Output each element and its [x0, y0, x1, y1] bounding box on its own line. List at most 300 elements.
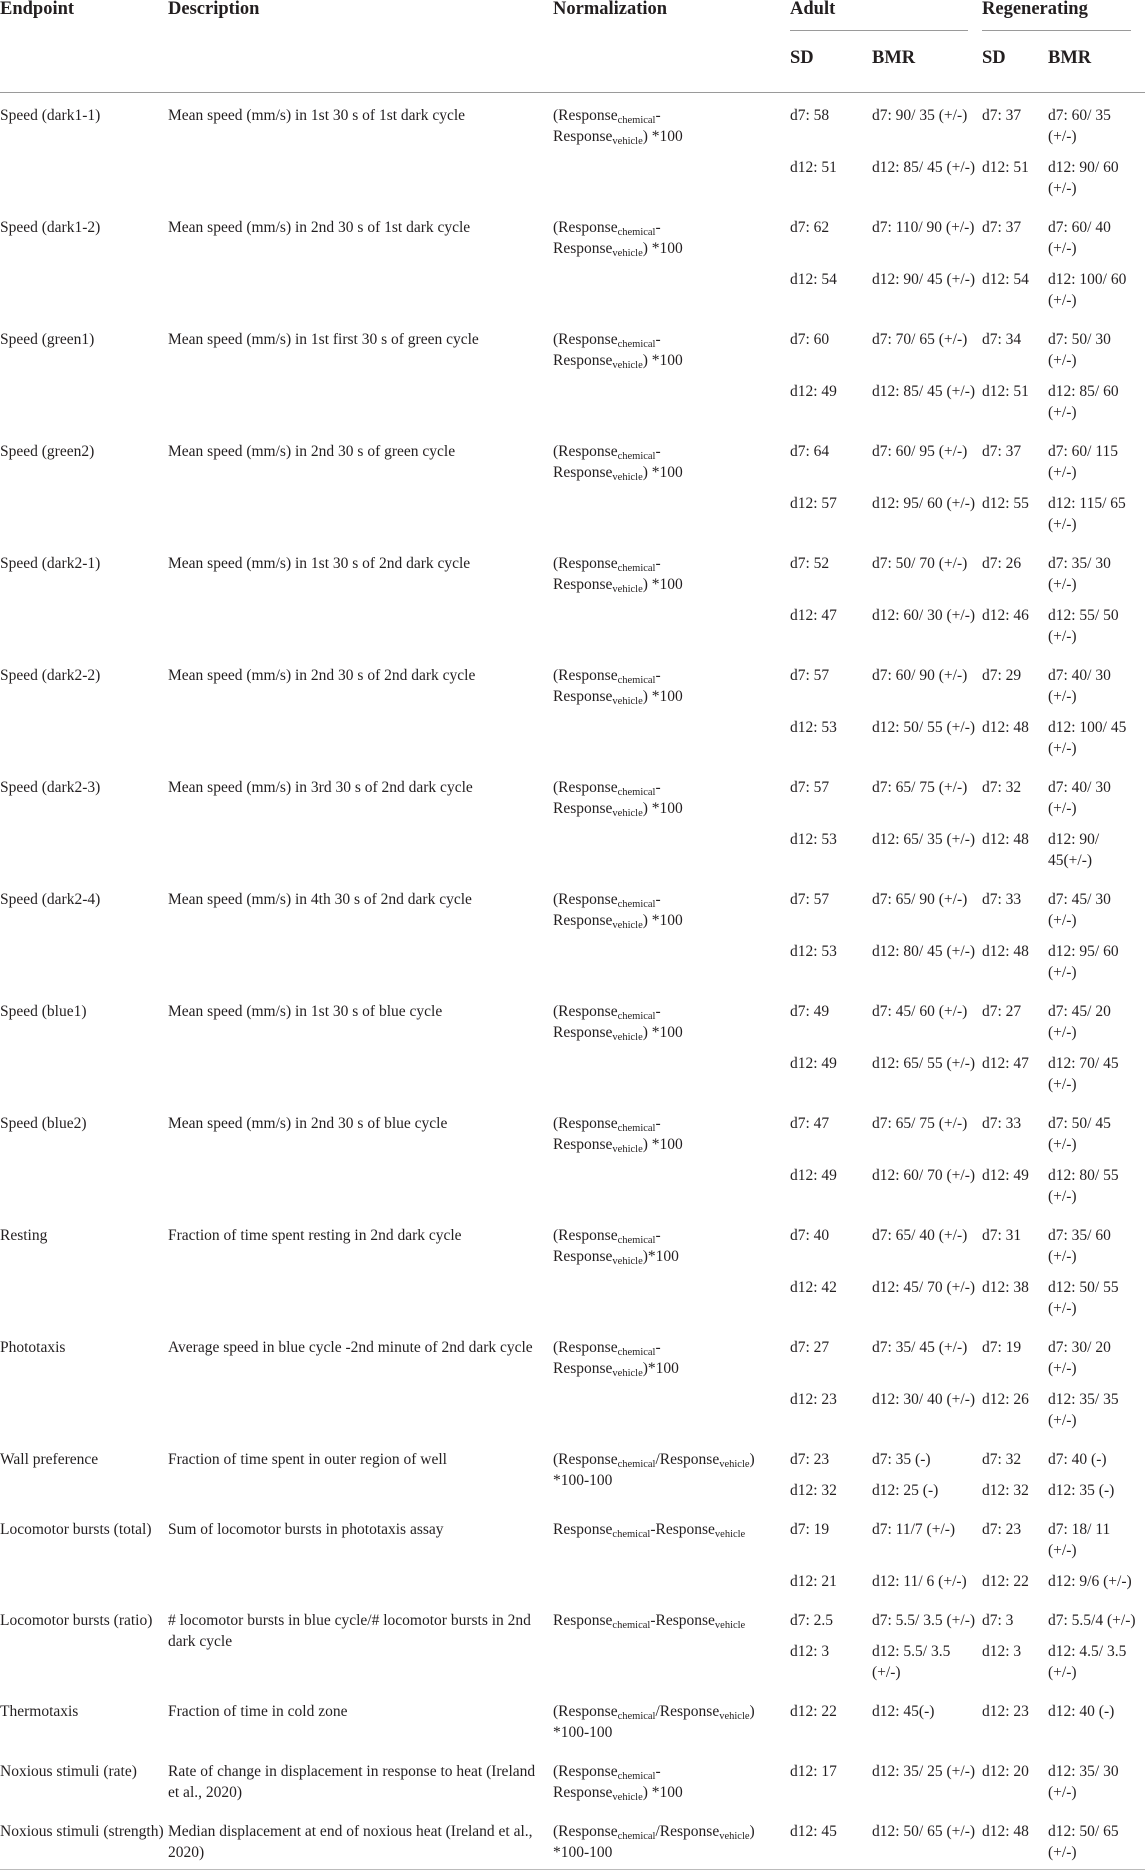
- normalization-cell: [553, 653, 790, 765]
- norm-text: ): [749, 1823, 755, 1840]
- r-bmr-cell: d12: 100/ 45 (+/-): [1048, 719, 1127, 757]
- normalization-cell: [553, 541, 790, 653]
- r-sd-cell: d7: 31: [982, 1227, 1022, 1244]
- norm-text: /Response: [655, 1823, 720, 1840]
- a-sd-cell: d12: 53: [790, 831, 837, 848]
- description-cell: Mean speed (mm/s) in 4th 30 s of 2nd dark cycle: [168, 891, 472, 908]
- r-bmr-cell: d7: 5.5/4 (+/-): [1048, 1612, 1136, 1629]
- description-cell: Sum of locomotor bursts in phototaxis assay: [168, 1521, 444, 1538]
- header-endpoint: Endpoint: [0, 0, 75, 19]
- norm-text: Response: [553, 912, 613, 929]
- a-bmr-cell: d12: 30/ 40 (+/-): [872, 1391, 976, 1408]
- a-bmr-cell: d12: 80/ 45 (+/-): [872, 943, 976, 960]
- norm-text: *100-100: [553, 1472, 613, 1489]
- norm-text: -: [655, 443, 661, 460]
- a-sd-cell: d12: 17: [790, 1763, 837, 1780]
- norm-text: Response: [553, 1521, 613, 1538]
- endpoint-cell: Phototaxis: [0, 1339, 66, 1356]
- a-bmr-cell: d7: 65/ 90 (+/-): [872, 891, 968, 908]
- r-bmr-cell: d12: 35 (-): [1048, 1482, 1115, 1499]
- a-bmr-cell: d7: 11/7 (+/-): [872, 1521, 956, 1538]
- r-sd-cell: d7: 19: [982, 1339, 1022, 1356]
- table-row: [0, 653, 1145, 707]
- norm-text: (Response: [553, 667, 618, 684]
- header-adult-group: [790, 0, 982, 33]
- r-bmr-cell: d7: 35/ 30 (+/-): [1048, 555, 1111, 593]
- r-sd-cell: d12: 54: [982, 271, 1029, 288]
- r-bmr-cell: d7: 35/ 60 (+/-): [1048, 1227, 1111, 1265]
- table-row: [0, 1437, 1145, 1470]
- endpoint-cell: Speed (dark1-1): [0, 107, 101, 124]
- r-sd-cell: d7: 23: [982, 1521, 1022, 1538]
- r-sd-cell: d12: 49: [982, 1167, 1029, 1184]
- norm-subscript: vehicle: [714, 1529, 746, 1540]
- norm-text: -: [655, 1227, 661, 1244]
- a-sd-cell: d7: 23: [790, 1451, 830, 1468]
- r-bmr-cell: d12: 50/ 55 (+/-): [1048, 1279, 1119, 1317]
- r-sd-cell: d7: 37: [982, 443, 1022, 460]
- a-bmr-cell: d7: 35 (-): [872, 1451, 931, 1468]
- norm-text: -: [655, 555, 661, 572]
- r-sd-cell: d7: 26: [982, 555, 1022, 572]
- norm-subscript: vehicle: [612, 472, 643, 483]
- r-sd-cell: d12: 55: [982, 495, 1029, 512]
- r-sd-cell: d12: 3: [982, 1643, 1022, 1660]
- description-cell: Rate of change in displacement in response to heat (Ireland et al., 2020): [168, 1763, 536, 1801]
- norm-subscript: vehicle: [612, 360, 643, 371]
- description-cell: Mean speed (mm/s) in 2nd 30 s of 1st dark cycle: [168, 219, 471, 236]
- norm-text: (Response: [553, 779, 618, 796]
- table-row: [0, 541, 1145, 595]
- norm-subscript: chemical: [617, 227, 656, 238]
- a-bmr-cell: d12: 60/ 30 (+/-): [872, 607, 976, 624]
- norm-text: (Response: [553, 107, 618, 124]
- normalization-cell: [553, 1809, 790, 1870]
- r-bmr-cell: d12: 35/ 30 (+/-): [1048, 1763, 1119, 1801]
- r-bmr-cell: d12: 115/ 65 (+/-): [1048, 495, 1126, 533]
- a-bmr-cell: d12: 25 (-): [872, 1482, 939, 1499]
- norm-subscript: vehicle: [612, 920, 643, 931]
- norm-text: (Response: [553, 219, 618, 236]
- a-sd-cell: d7: 47: [790, 1115, 830, 1132]
- description-cell: Median displacement at end of noxious heat (Ireland et al., 2020): [168, 1809, 553, 1870]
- r-sd-cell: d7: 29: [982, 667, 1022, 684]
- endpoint-cell: Resting: [0, 1227, 48, 1244]
- a-bmr-cell: d7: 35/ 45 (+/-): [872, 1339, 968, 1356]
- r-bmr-cell: d12: 100/ 60 (+/-): [1048, 271, 1127, 309]
- norm-text: -: [655, 891, 661, 908]
- adult-group-rule: [790, 30, 968, 31]
- norm-subscript: vehicle: [719, 1831, 750, 1842]
- norm-subscript: chemical: [617, 563, 656, 574]
- r-sd-cell: d7: 32: [982, 779, 1022, 796]
- norm-text: -: [655, 219, 661, 236]
- norm-text: ) *100: [642, 1024, 683, 1041]
- r-bmr-cell: d7: 50/ 30 (+/-): [1048, 331, 1111, 369]
- norm-subscript: chemical: [617, 1831, 656, 1842]
- r-bmr-cell: d12: 50/ 65 (+/-): [1048, 1809, 1145, 1870]
- header-adult-sd: SD: [790, 48, 814, 68]
- norm-text: (Response: [553, 1823, 618, 1840]
- norm-text: ) *100: [642, 912, 683, 929]
- norm-text: ): [749, 1451, 755, 1468]
- norm-text: -: [655, 107, 661, 124]
- norm-subscript: chemical: [617, 339, 656, 350]
- a-bmr-cell: d12: 95/ 60 (+/-): [872, 495, 976, 512]
- norm-subscript: vehicle: [719, 1711, 750, 1722]
- a-sd-cell: d7: 19: [790, 1521, 830, 1538]
- header-adult: Adult: [790, 0, 836, 19]
- a-bmr-cell: d7: 45/ 60 (+/-): [872, 1003, 968, 1020]
- endpoint-cell: Speed (blue1): [0, 1003, 87, 1020]
- normalization-cell: [553, 765, 790, 877]
- r-sd-cell: d12: 48: [982, 943, 1029, 960]
- table-row: [0, 429, 1145, 483]
- a-sd-cell: d7: 2.5: [790, 1612, 834, 1629]
- endpoint-cell: Thermotaxis: [0, 1703, 79, 1720]
- description-cell: # locomotor bursts in blue cycle/# locomotor bursts in 2nd dark cycle: [168, 1612, 531, 1650]
- table-row: [0, 205, 1145, 259]
- norm-text: -Response: [650, 1521, 715, 1538]
- norm-text: /Response: [655, 1451, 720, 1468]
- r-bmr-cell: d7: 18/ 11 (+/-): [1048, 1521, 1111, 1559]
- a-sd-cell: d12: 47: [790, 607, 837, 624]
- a-bmr-cell: d12: 11/ 6 (+/-): [872, 1573, 967, 1590]
- norm-text: (Response: [553, 555, 618, 572]
- header-regenerating-group: [982, 0, 1145, 33]
- a-bmr-cell: d12: 85/ 45 (+/-): [872, 159, 976, 176]
- endpoint-cell: Noxious stimuli (rate): [0, 1763, 137, 1780]
- endpoint-cell: Speed (dark2-3): [0, 779, 101, 796]
- normalization-cell: [553, 989, 790, 1101]
- normalization-cell: [553, 1101, 790, 1213]
- normalization-cell: [553, 1749, 790, 1809]
- r-sd-cell: d12: 47: [982, 1055, 1029, 1072]
- norm-text: Response: [553, 1248, 613, 1265]
- norm-text: (Response: [553, 1763, 618, 1780]
- header-regenerating: Regenerating: [982, 0, 1088, 19]
- table-row: [0, 989, 1145, 1043]
- norm-text: *100-100: [553, 1844, 613, 1861]
- description-cell: Mean speed (mm/s) in 2nd 30 s of green cycle: [168, 443, 456, 460]
- r-sd-cell: d12: 48: [982, 719, 1029, 736]
- table-row: [0, 765, 1145, 819]
- a-bmr-cell: d12: 45/ 70 (+/-): [872, 1279, 976, 1296]
- norm-text: Response: [553, 1360, 613, 1377]
- a-bmr-cell: d12: 85/ 45 (+/-): [872, 383, 976, 400]
- norm-text: -: [655, 1115, 661, 1132]
- table-body: [0, 93, 1145, 1870]
- a-sd-cell: d12: 22: [790, 1703, 837, 1720]
- r-bmr-cell: d12: 9/6 (+/-): [1048, 1573, 1132, 1590]
- r-bmr-cell: d12: 40 (-): [1048, 1703, 1115, 1720]
- normalization-cell: [553, 1325, 790, 1437]
- a-bmr-cell: d12: 35/ 25 (+/-): [872, 1763, 976, 1780]
- r-sd-cell: d7: 33: [982, 1115, 1022, 1132]
- r-sd-cell: d7: 37: [982, 219, 1022, 236]
- a-sd-cell: d7: 64: [790, 443, 830, 460]
- norm-subscript: chemical: [617, 675, 656, 686]
- endpoint-cell: Speed (dark2-4): [0, 891, 101, 908]
- r-sd-cell: d12: 26: [982, 1391, 1029, 1408]
- r-sd-cell: d7: 37: [982, 107, 1022, 124]
- a-bmr-cell: d7: 65/ 40 (+/-): [872, 1227, 968, 1244]
- norm-subscript: vehicle: [719, 1459, 750, 1470]
- endpoint-cell: Speed (dark2-2): [0, 667, 101, 684]
- normalization-cell: [553, 1507, 790, 1598]
- a-bmr-cell: d7: 5.5/ 3.5 (+/-): [872, 1612, 976, 1629]
- norm-text: ) *100: [642, 576, 683, 593]
- a-bmr-cell: d7: 110/ 90 (+/-): [872, 219, 975, 236]
- a-bmr-cell: d12: 50/ 65 (+/-): [872, 1809, 982, 1870]
- norm-subscript: vehicle: [612, 1032, 643, 1043]
- a-bmr-cell: d12: 90/ 45 (+/-): [872, 271, 976, 288]
- a-sd-cell: d12: 53: [790, 943, 837, 960]
- description-cell: Mean speed (mm/s) in 2nd 30 s of 2nd dark cycle: [168, 667, 476, 684]
- norm-subscript: chemical: [617, 1771, 656, 1782]
- r-bmr-cell: d12: 90/ 60 (+/-): [1048, 159, 1119, 197]
- a-bmr-cell: d7: 90/ 35 (+/-): [872, 107, 968, 124]
- regenerating-group-rule: [982, 30, 1131, 31]
- norm-subscript: vehicle: [612, 136, 643, 147]
- endpoint-cell: Speed (green2): [0, 443, 95, 460]
- norm-text: (Response: [553, 443, 618, 460]
- norm-subscript: vehicle: [612, 1144, 643, 1155]
- a-sd-cell: d12: 21: [790, 1573, 837, 1590]
- header-description: Description: [168, 0, 260, 19]
- r-sd-cell: d12: 32: [982, 1482, 1029, 1499]
- norm-text: -: [655, 667, 661, 684]
- endpoint-cell: Speed (dark1-2): [0, 219, 101, 236]
- a-bmr-cell: d12: 50/ 55 (+/-): [872, 719, 976, 736]
- r-bmr-cell: d12: 95/ 60 (+/-): [1048, 943, 1119, 981]
- norm-text: Response: [553, 128, 613, 145]
- a-sd-cell: d12: 51: [790, 159, 837, 176]
- r-sd-cell: d7: 27: [982, 1003, 1022, 1020]
- table-row: [0, 1598, 1145, 1631]
- norm-text: -: [655, 1763, 661, 1780]
- norm-text: Response: [553, 576, 613, 593]
- norm-subscript: vehicle: [612, 1256, 643, 1267]
- a-sd-cell: d12: 53: [790, 719, 837, 736]
- header-regen-sd: SD: [982, 48, 1006, 68]
- a-sd-cell: d12: 3: [790, 1643, 830, 1660]
- a-sd-cell: d7: 27: [790, 1339, 830, 1356]
- r-sd-cell: d7: 32: [982, 1451, 1022, 1468]
- r-bmr-cell: d7: 40/ 30 (+/-): [1048, 667, 1111, 705]
- r-sd-cell: d12: 51: [982, 383, 1029, 400]
- normalization-cell: [553, 429, 790, 541]
- description-cell: Mean speed (mm/s) in 1st 30 s of 1st dark cycle: [168, 107, 466, 124]
- a-sd-cell: d7: 57: [790, 891, 830, 908]
- description-cell: Mean speed (mm/s) in 1st first 30 s of green cycle: [168, 331, 479, 348]
- norm-subscript: chemical: [617, 1711, 656, 1722]
- norm-subscript: chemical: [617, 1459, 656, 1470]
- table-row: [0, 1749, 1145, 1809]
- table-row: [0, 877, 1145, 931]
- a-sd-cell: d12: 49: [790, 1167, 837, 1184]
- a-bmr-cell: d7: 65/ 75 (+/-): [872, 779, 968, 796]
- norm-text: Response: [553, 1136, 613, 1153]
- a-sd-cell: d7: 62: [790, 219, 830, 236]
- a-bmr-cell: d12: 45(-): [872, 1703, 935, 1720]
- norm-text: ) *100: [642, 240, 683, 257]
- r-bmr-cell: d7: 40 (-): [1048, 1451, 1107, 1468]
- description-cell: Mean speed (mm/s) in 3rd 30 s of 2nd dark cycle: [168, 779, 473, 796]
- description-cell: Fraction of time spent resting in 2nd dark cycle: [168, 1227, 462, 1244]
- a-sd-cell: d12: 49: [790, 1055, 837, 1072]
- endpoint-cell: Noxious stimuli (strength): [0, 1809, 168, 1870]
- a-sd-cell: d7: 57: [790, 779, 830, 796]
- norm-subscript: chemical: [617, 1347, 656, 1358]
- table-row: [0, 1325, 1145, 1379]
- norm-text: -: [655, 331, 661, 348]
- r-sd-cell: d12: 46: [982, 607, 1029, 624]
- norm-subscript: vehicle: [612, 1792, 643, 1803]
- norm-text: (Response: [553, 1003, 618, 1020]
- norm-text: (Response: [553, 331, 618, 348]
- r-bmr-cell: d12: 55/ 50 (+/-): [1048, 607, 1119, 645]
- r-bmr-cell: d7: 45/ 20 (+/-): [1048, 1003, 1111, 1041]
- norm-text: (Response: [553, 1339, 618, 1356]
- normalization-cell: [553, 1598, 790, 1689]
- r-bmr-cell: d12: 85/ 60 (+/-): [1048, 383, 1119, 421]
- r-sd-cell: d7: 33: [982, 891, 1022, 908]
- table-row: [0, 1507, 1145, 1561]
- description-cell: Fraction of time in cold zone: [168, 1703, 348, 1720]
- normalization-cell: [553, 1213, 790, 1325]
- endpoint-cell: Speed (dark2-1): [0, 555, 101, 572]
- endpoint-cell: Wall preference: [0, 1451, 99, 1468]
- a-bmr-cell: d7: 60/ 95 (+/-): [872, 443, 968, 460]
- r-sd-cell: d12: 48: [982, 1809, 1048, 1870]
- a-bmr-cell: d7: 70/ 65 (+/-): [872, 331, 968, 348]
- norm-subscript: chemical: [617, 115, 656, 126]
- norm-text: Response: [553, 688, 613, 705]
- a-bmr-cell: d7: 50/ 70 (+/-): [872, 555, 968, 572]
- norm-subscript: vehicle: [612, 1368, 643, 1379]
- table-row: [0, 1101, 1145, 1155]
- norm-text: (Response: [553, 1227, 618, 1244]
- r-sd-cell: d12: 23: [982, 1703, 1029, 1720]
- norm-subscript: vehicle: [612, 808, 643, 819]
- endpoint-cell: Speed (green1): [0, 331, 95, 348]
- r-sd-cell: d12: 38: [982, 1279, 1029, 1296]
- norm-text: ) *100: [642, 464, 683, 481]
- r-sd-cell: d12: 20: [982, 1763, 1029, 1780]
- r-bmr-cell: d7: 60/ 40 (+/-): [1048, 219, 1111, 257]
- norm-subscript: chemical: [617, 451, 656, 462]
- norm-subscript: chemical: [617, 899, 656, 910]
- a-sd-cell: d7: 57: [790, 667, 830, 684]
- r-bmr-cell: d7: 50/ 45 (+/-): [1048, 1115, 1111, 1153]
- a-sd-cell: d7: 52: [790, 555, 830, 572]
- norm-subscript: chemical: [617, 1123, 656, 1134]
- norm-subscript: vehicle: [714, 1620, 746, 1631]
- norm-text: Response: [553, 240, 613, 257]
- norm-text: ): [749, 1703, 755, 1720]
- header-regen-bmr: BMR: [1048, 48, 1092, 68]
- description-cell: Mean speed (mm/s) in 1st 30 s of blue cycle: [168, 1003, 443, 1020]
- norm-text: Response: [553, 800, 613, 817]
- r-bmr-cell: d7: 45/ 30 (+/-): [1048, 891, 1111, 929]
- normalization-cell: [553, 317, 790, 429]
- norm-subscript: chemical: [617, 1235, 656, 1246]
- a-sd-cell: d12: 23: [790, 1391, 837, 1408]
- norm-text: ) *100: [642, 1136, 683, 1153]
- norm-subscript: chemical: [612, 1529, 651, 1540]
- norm-text: (Response: [553, 1703, 618, 1720]
- r-bmr-cell: d12: 80/ 55 (+/-): [1048, 1167, 1119, 1205]
- r-sd-cell: d12: 22: [982, 1573, 1029, 1590]
- r-bmr-cell: d12: 4.5/ 3.5 (+/-): [1048, 1643, 1127, 1681]
- a-sd-cell: d7: 40: [790, 1227, 830, 1244]
- header-normalization: Normalization: [553, 0, 668, 19]
- norm-text: )*100: [642, 1248, 679, 1265]
- normalization-cell: [553, 1689, 790, 1749]
- a-bmr-cell: d12: 5.5/ 3.5 (+/-): [872, 1643, 951, 1681]
- header-adult-bmr: BMR: [872, 48, 916, 68]
- a-sd-cell: d7: 60: [790, 331, 830, 348]
- norm-text: (Response: [553, 891, 618, 908]
- r-sd-cell: d12: 48: [982, 831, 1029, 848]
- norm-text: Response: [553, 464, 613, 481]
- normalization-cell: [553, 1437, 790, 1507]
- r-sd-cell: d7: 3: [982, 1612, 1014, 1629]
- normalization-cell: [553, 877, 790, 989]
- description-cell: Mean speed (mm/s) in 2nd 30 s of blue cycle: [168, 1115, 448, 1132]
- description-cell: Fraction of time spent in outer region of well: [168, 1451, 447, 1468]
- norm-subscript: chemical: [617, 787, 656, 798]
- table-row: [0, 317, 1145, 371]
- a-bmr-cell: d12: 60/ 70 (+/-): [872, 1167, 976, 1184]
- norm-text: -Response: [650, 1612, 715, 1629]
- a-bmr-cell: d12: 65/ 55 (+/-): [872, 1055, 976, 1072]
- a-sd-cell: d12: 42: [790, 1279, 837, 1296]
- r-bmr-cell: d7: 60/ 115 (+/-): [1048, 443, 1119, 481]
- a-bmr-cell: d7: 65/ 75 (+/-): [872, 1115, 968, 1132]
- norm-subscript: chemical: [617, 1011, 656, 1022]
- norm-text: -: [655, 779, 661, 796]
- table-row: [0, 1689, 1145, 1749]
- r-bmr-cell: d7: 30/ 20 (+/-): [1048, 1339, 1111, 1377]
- r-bmr-cell: d12: 70/ 45 (+/-): [1048, 1055, 1119, 1093]
- r-sd-cell: d7: 34: [982, 331, 1022, 348]
- norm-subscript: chemical: [612, 1620, 651, 1631]
- norm-text: ) *100: [642, 352, 683, 369]
- a-sd-cell: d12: 32: [790, 1482, 837, 1499]
- endpoint-cell: Locomotor bursts (ratio): [0, 1612, 153, 1629]
- r-sd-cell: d12: 51: [982, 159, 1029, 176]
- norm-text: (Response: [553, 1451, 618, 1468]
- description-cell: Mean speed (mm/s) in 1st 30 s of 2nd dark cycle: [168, 555, 471, 572]
- a-sd-cell: d12: 54: [790, 271, 837, 288]
- a-bmr-cell: d7: 60/ 90 (+/-): [872, 667, 968, 684]
- norm-subscript: vehicle: [612, 696, 643, 707]
- norm-text: ) *100: [642, 128, 683, 145]
- norm-text: Response: [553, 352, 613, 369]
- norm-text: (Response: [553, 1115, 618, 1132]
- norm-text: -: [655, 1003, 661, 1020]
- norm-subscript: vehicle: [612, 584, 643, 595]
- table-row: [0, 1809, 1145, 1870]
- a-sd-cell: d12: 57: [790, 495, 837, 512]
- r-bmr-cell: d12: 90/ 45(+/-): [1048, 831, 1100, 869]
- a-sd-cell: d12: 49: [790, 383, 837, 400]
- norm-text: ) *100: [642, 1784, 683, 1801]
- norm-text: /Response: [655, 1703, 720, 1720]
- a-sd-cell: d7: 58: [790, 107, 830, 124]
